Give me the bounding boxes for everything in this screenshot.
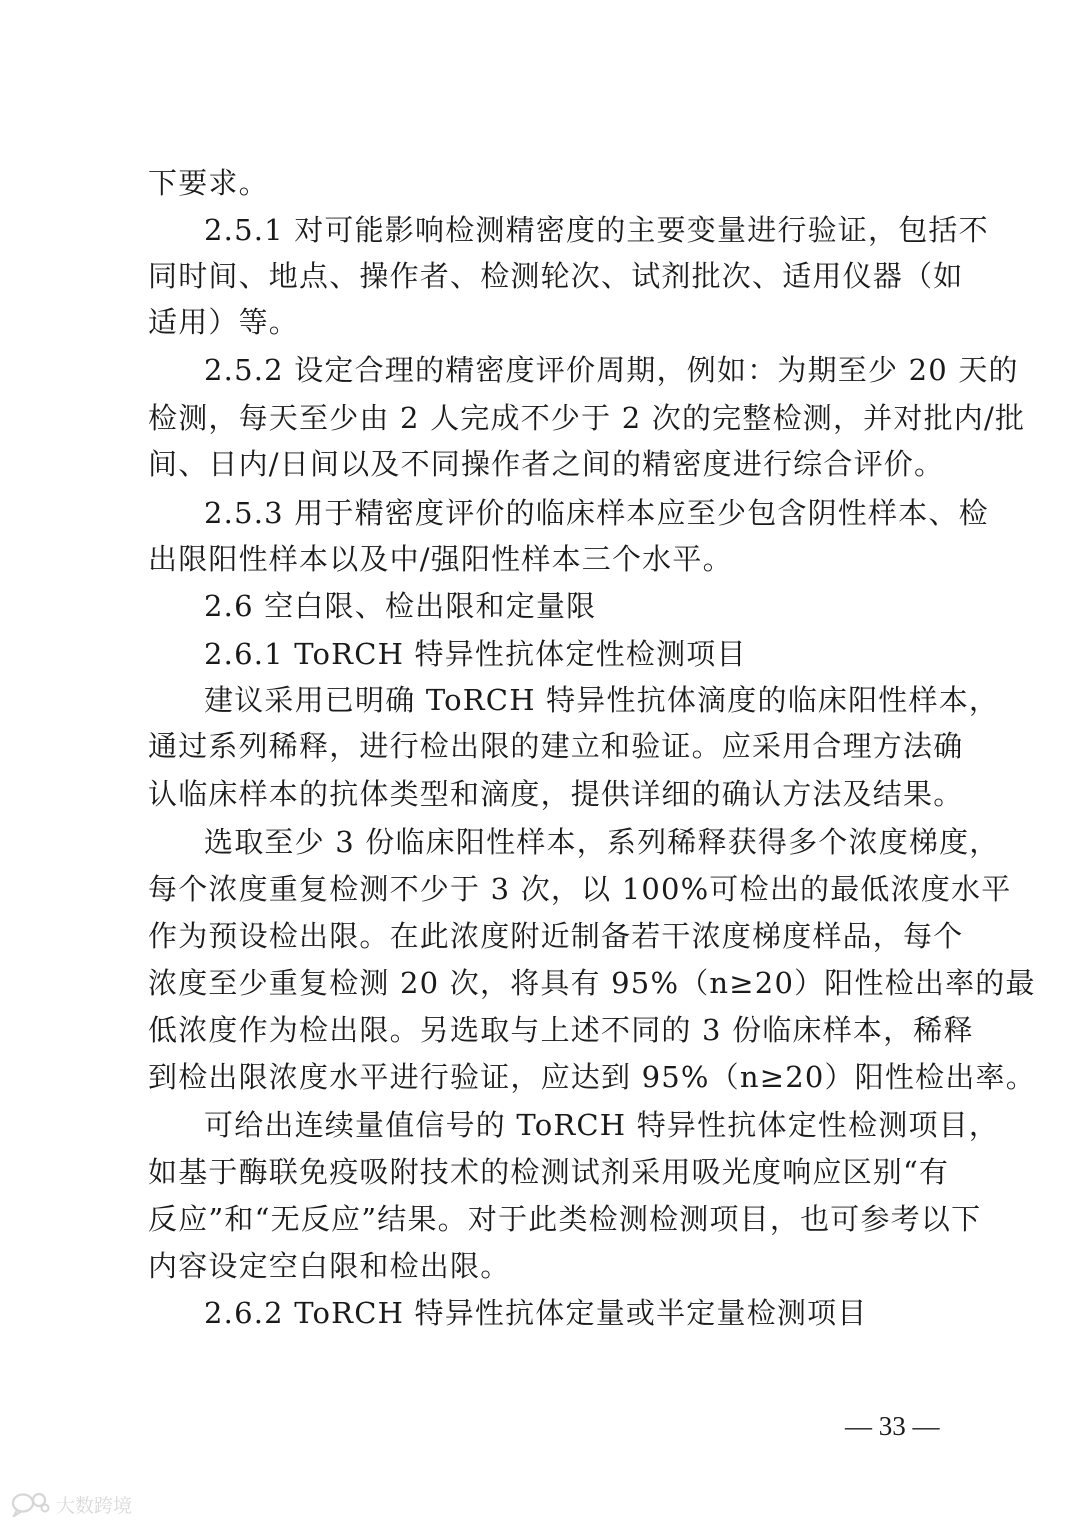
- paragraph-start: 建议采用已明确 ToRCH 特异性抗体滴度的临床阳性样本，: [204, 683, 1000, 717]
- watermark-text: 大数跨境: [56, 1494, 133, 1517]
- paragraph-start: 可给出连续量值信号的 ToRCH 特异性抗体定性检测项目，: [204, 1108, 1000, 1142]
- text-line: 作为预设检出限。在此浓度附近制备若干浓度梯度样品，每个: [148, 919, 964, 953]
- section-heading-2-6: 2.6 空白限、检出限和定量限: [204, 589, 597, 623]
- text-line: 反应”和“无反应”结果。对于此类检测检测项目，也可参考以下: [148, 1202, 982, 1236]
- text-line: 间、日内/日间以及不同操作者之间的精密度进行综合评价。: [148, 447, 945, 481]
- text-line: 适用）等。: [148, 305, 300, 339]
- text-line: 检测，每天至少由 2 人完成不少于 2 次的完整检测，并对批内/批: [148, 401, 1026, 435]
- text-line: 如基于酶联免疫吸附技术的检测试剂采用吸光度响应区别“有: [148, 1155, 950, 1189]
- text-line: 到检出限浓度水平进行验证，应达到 95%（n≥20）阳性检出率。: [148, 1060, 1036, 1094]
- section-heading-2-6-2: 2.6.2 ToRCH 特异性抗体定量或半定量检测项目: [204, 1296, 868, 1330]
- watermark: [10, 1488, 132, 1520]
- text-line: 低浓度作为检出限。另选取与上述不同的 3 份临床样本，稀释: [148, 1013, 974, 1047]
- text-line: 通过系列稀释，进行检出限的建立和验证。应采用合理方法确: [148, 729, 964, 763]
- text-line: 每个浓度重复检测不少于 3 次，以 100%可检出的最低浓度水平: [148, 872, 1012, 906]
- paragraph-start: 选取至少 3 份临床阳性样本，系列稀释获得多个浓度梯度，: [204, 825, 1000, 859]
- text-line: 认临床样本的抗体类型和滴度，提供详细的确认方法及结果。: [148, 777, 964, 811]
- text-line: 下要求。: [148, 166, 269, 200]
- section-2-5-3-text: 2.5.3 用于精密度评价的临床样本应至少包含阴性样本、检: [204, 496, 989, 530]
- page-number: — 33 —: [845, 1411, 940, 1441]
- text-line: 同时间、地点、操作者、检测轮次、试剂批次、适用仪器（如: [148, 259, 964, 293]
- section-2-5-1-text: 2.5.1 对可能影响检测精密度的主要变量进行验证，包括不: [204, 213, 989, 247]
- speech-bubble-logo-icon: [10, 1491, 50, 1517]
- text-line: 出限阳性样本以及中/强阳性样本三个水平。: [148, 542, 733, 576]
- section-heading-2-6-1: 2.6.1 ToRCH 特异性抗体定性检测项目: [204, 637, 747, 671]
- section-2-5-2-text: 2.5.2 设定合理的精密度评价周期，例如：为期至少 20 天的: [204, 353, 1019, 387]
- text-line: 内容设定空白限和检出限。: [148, 1249, 511, 1283]
- text-line: 浓度至少重复检测 20 次，将具有 95%（n≥20）阳性检出率的最: [148, 966, 1036, 1000]
